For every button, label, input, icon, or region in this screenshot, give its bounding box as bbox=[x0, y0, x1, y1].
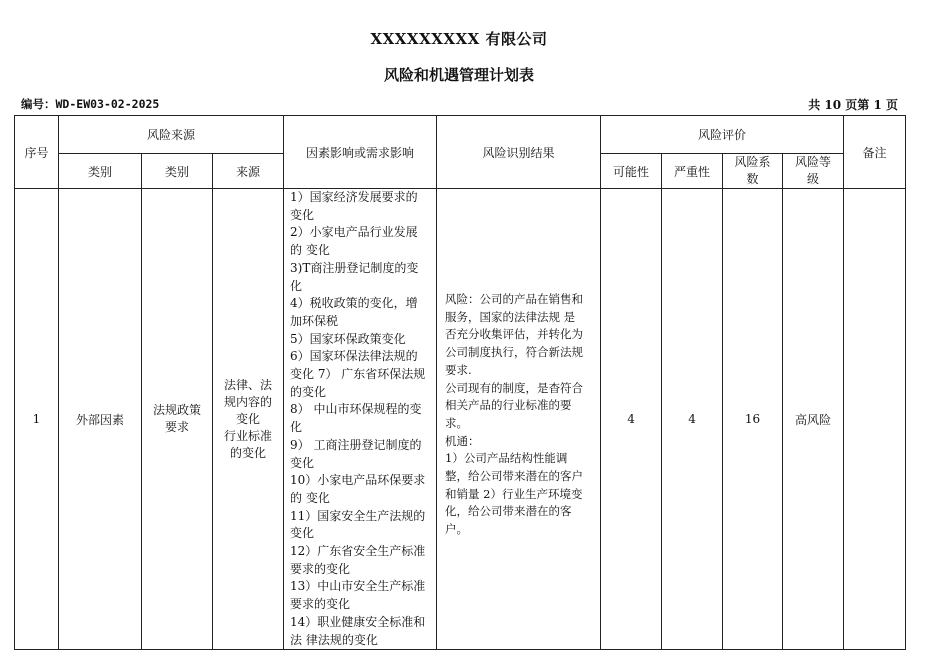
header-risk-level: 风险等 级 bbox=[783, 154, 844, 189]
header-risk-evaluation: 风险评价 bbox=[601, 116, 844, 154]
row-source: 法律、法 规内容的 变化 行业标准 的变化 bbox=[213, 189, 284, 650]
row-risk-level: 高风险 bbox=[783, 189, 844, 650]
risk-plan-table bbox=[14, 115, 906, 650]
header-seq: 序号 bbox=[15, 116, 59, 189]
row-risk-result: 风险：公司的产品在销售和 服务，国家的法律法规 是 否充分收集评估，并转化为 公司制度执行，符合新法规 要求. 公司现有的制度，是杳符合 相关产品的行业标准的要 求。 机通： 1）公司产品结构性能调 整，给公司带来潜在的客户 和销量 2）行业生产环境变 化，给公司带来潜在的客 户。 bbox=[445, 292, 584, 537]
document-number: 编号：WD-EW03-02-2025 bbox=[21, 97, 160, 111]
row-likelihood: 4 bbox=[601, 189, 662, 650]
row-remarks bbox=[844, 189, 906, 650]
header-severity: 严重性 bbox=[662, 154, 723, 189]
form-title: 风险和机遇管理计划表 bbox=[383, 66, 534, 84]
header-category-2: 类别 bbox=[142, 154, 213, 189]
company-name: XXXXXXXXX 有限公司 bbox=[370, 30, 548, 48]
header-row-top bbox=[15, 116, 906, 154]
row-severity: 4 bbox=[662, 189, 723, 650]
header-risk-result: 风险识别结果 bbox=[437, 116, 601, 189]
header-source: 来源 bbox=[213, 154, 284, 189]
header-likelihood: 可能性 bbox=[601, 154, 662, 189]
page-info: 共 10 页第 1 页 bbox=[808, 98, 898, 112]
row-seq: 1 bbox=[15, 189, 59, 650]
row-category-2: 法规政策 要求 bbox=[142, 189, 213, 650]
row-category-1: 外部因素 bbox=[59, 189, 142, 650]
header-factor-impact: 因素影响或需求影响 bbox=[284, 116, 437, 189]
row-factors: 1）国家经济发展要求的 变化 2）小家电产品行业发展 的 变化 3)T商注册登记制度的变 化 4）税收政策的变化，增 加环保税 5）国家环保政策变化 6）国家环保法律法规的 变化 7） 广东省环保法规 的变化 8） 中山市环保规程的变 化 9） 工商注册登记制度的 变化 10）小家电产品环保要求 的 变化 11）国家安全生产法规的 变化 12）广东省安全生产标准 要求的变化 13）中山市安全生产标准 要求的变化 14）职业健康安全标准和 法 律法规的变化 bbox=[284, 189, 437, 650]
header-risk-source: 风险来源 bbox=[59, 116, 284, 154]
row-risk-result-cell bbox=[437, 189, 601, 650]
header-remarks: 备注 bbox=[844, 116, 906, 189]
table-row bbox=[15, 189, 906, 650]
header-category-1: 类别 bbox=[59, 154, 142, 189]
header-risk-factor: 风险系 数 bbox=[723, 154, 783, 189]
row-risk-factor: 16 bbox=[723, 189, 783, 650]
